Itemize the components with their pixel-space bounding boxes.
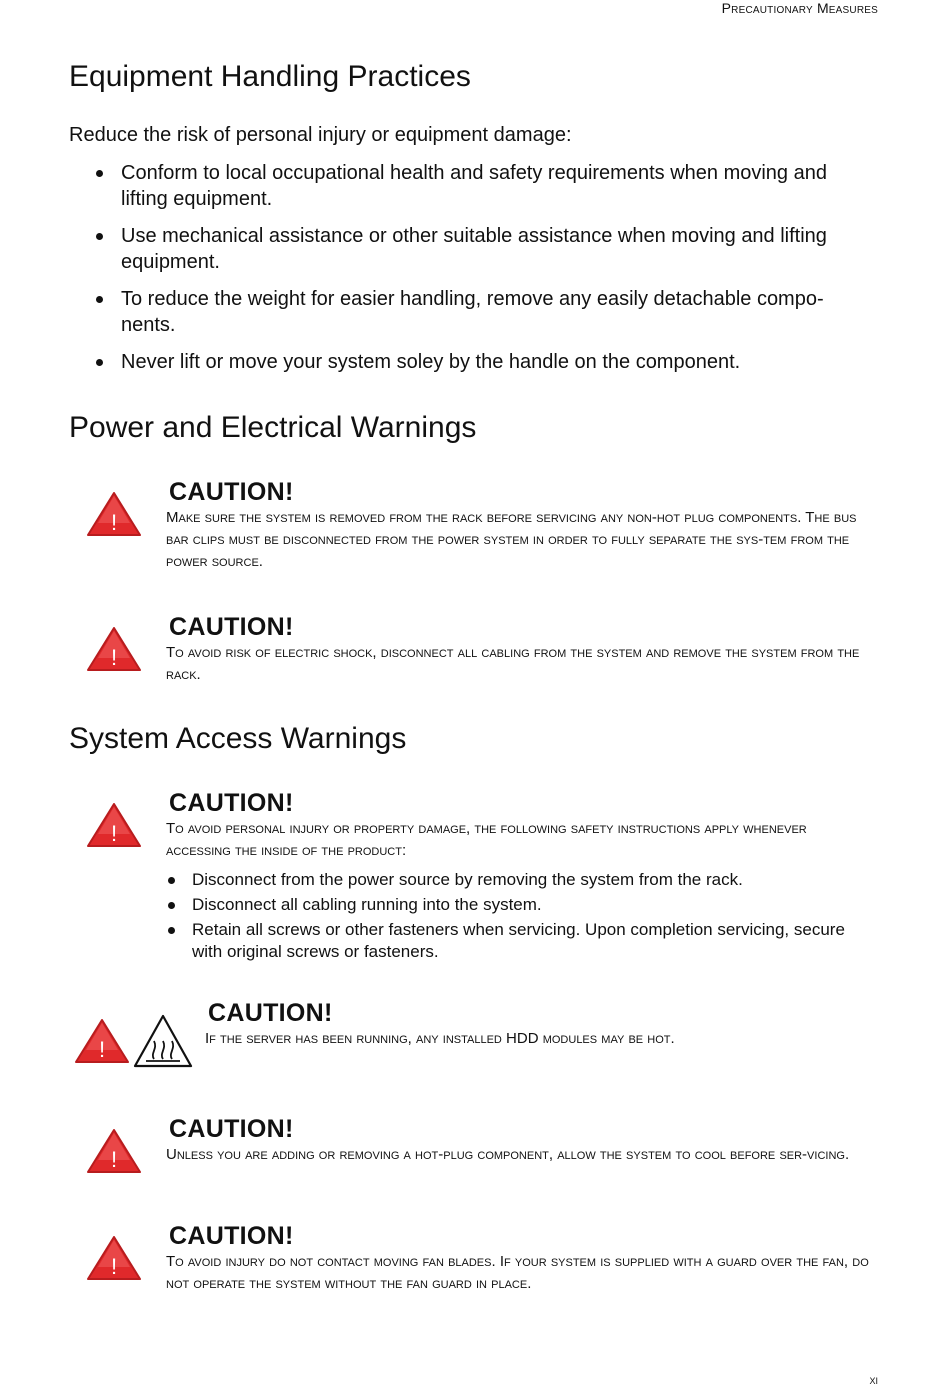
warning-triangle-icon <box>85 801 143 849</box>
running-head: Precautionary Measures <box>721 0 878 16</box>
list-item: Conform to local occupational health and safety requirements when moving and lifting equipment. <box>69 160 859 212</box>
caution-text: To avoid risk of electric shock, disconnect all cabling from the system and remove the system from the rack. <box>166 644 860 683</box>
list-item: Disconnect all cabling running into the system. <box>166 894 866 916</box>
hot-surface-icon <box>132 1013 194 1069</box>
caution-text: Make sure the system is removed from the rack before servicing any non-hot plug components. The bus bar clips must be disconnected from the power system in order to fully separate the sys-tem from the power source. <box>166 509 857 570</box>
svg-text:!: ! <box>110 1147 118 1172</box>
handling-intro: Reduce the risk of personal injury or equipment damage: <box>69 124 572 146</box>
list-item: Use mechanical assistance or other suitable assistance when moving and lifting equipment. <box>69 223 859 275</box>
warning-triangle-icon <box>85 490 143 538</box>
section-title-system-access: System Access Warnings <box>69 722 407 755</box>
caution-text: If the server has been running, any installed HDD modules may be hot. <box>205 1030 675 1047</box>
caution-title: CAUTION! <box>169 613 294 641</box>
list-item: Disconnect from the power source by removing the system from the rack. <box>166 869 866 891</box>
warning-triangle-icon <box>85 1127 143 1175</box>
svg-text:!: ! <box>98 1037 106 1062</box>
svg-text:!: ! <box>110 510 118 535</box>
list-item: Never lift or move your system soley by the handle on the component. <box>69 349 859 375</box>
caution-text: Unless you are adding or removing a hot-plug component, allow the system to cool before ser-vicing. <box>166 1146 850 1163</box>
caution-title: CAUTION! <box>169 789 294 817</box>
warning-triangle-icon <box>85 625 143 673</box>
page-number: xi <box>869 1372 878 1387</box>
handling-bullet-list <box>69 160 859 386</box>
section-title-equipment-handling: Equipment Handling Practices <box>69 60 471 93</box>
svg-text:!: ! <box>110 645 118 670</box>
section-title-power-electrical: Power and Electrical Warnings <box>69 411 477 444</box>
warning-triangle-icon <box>73 1017 131 1065</box>
caution-title: CAUTION! <box>169 478 294 506</box>
svg-text:!: ! <box>110 1254 118 1279</box>
caution-title: CAUTION! <box>169 1115 294 1143</box>
warning-triangle-icon <box>85 1234 143 1282</box>
list-item: To reduce the weight for easier handling, remove any easily detachable compo-nents. <box>69 286 859 338</box>
list-item: Retain all screws or other fasteners when servicing. Upon completion servicing, secure with original screws or fasteners. <box>166 919 866 963</box>
svg-text:!: ! <box>110 821 118 846</box>
caution-title: CAUTION! <box>169 1222 294 1250</box>
caution-text: To avoid injury do not contact moving fan blades. If your system is supplied with a guard over the fan, do not operate the system without the fan guard in place. <box>166 1253 869 1292</box>
caution-text: To avoid personal injury or property damage, the following safety instructions apply whenever accessing the inside of the product: <box>166 820 807 859</box>
access-bullet-list <box>166 869 866 966</box>
caution-title: CAUTION! <box>208 999 333 1027</box>
